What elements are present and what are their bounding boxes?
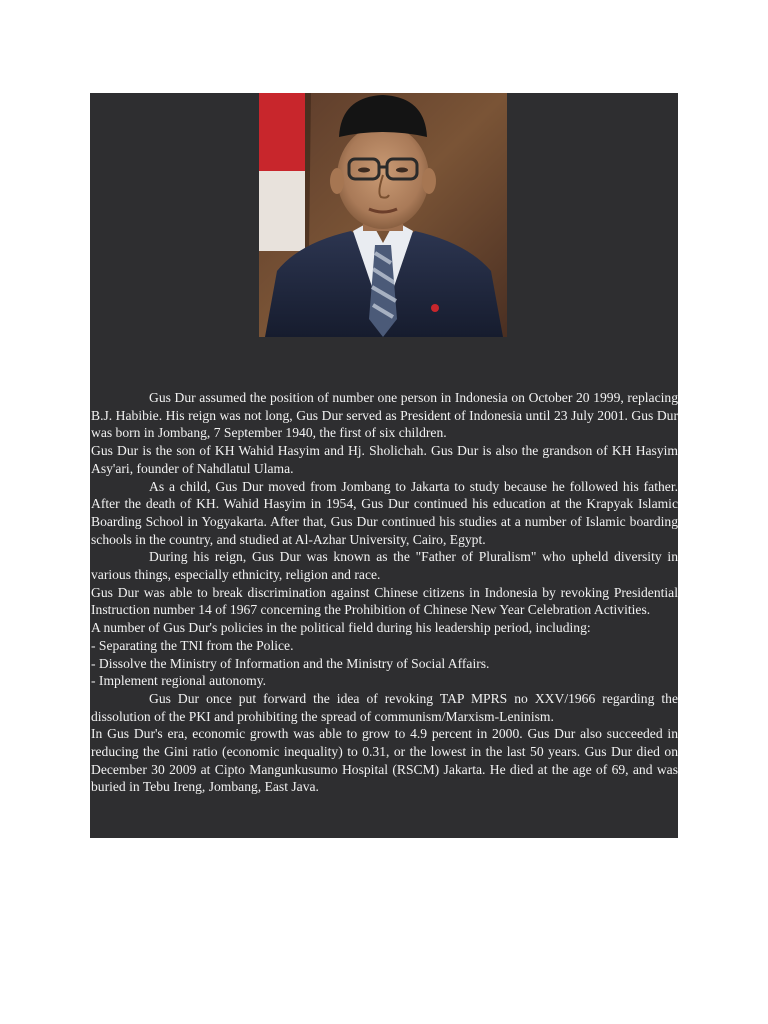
paragraph-3: As a child, Gus Dur moved from Jombang to Jakarta to study because he followed his father. After the death of KH. Wahid Hasyim in 1954, Gus Dur continued his education at the Krapyak Islamic Boarding School in Yogyakarta. After that, Gus Dur continued his studies at a number of Islamic boarding schools in the country, and studied at Al-Azhar University, Cairo, Egypt. [91,478,678,547]
paragraph-2: Gus Dur is the son of KH Wahid Hasyim and Hj. Sholichah. Gus Dur is also the grandson of KH Hasyim Asy'ari, founder of Nahdlatul Ulama. [91,443,678,476]
paragraph-6: A number of Gus Dur's policies in the political field during his leadership period, including: [91,620,591,636]
paragraph-8: In Gus Dur's era, economic growth was able to grow to 4.9 percent in 2000. Gus Dur also succeeded in reducing the Gini ratio (economic inequality) to 0.31, or the lowest in the last 50 years. Gus Dur died on December 30 2009 at Cipto Mangunkusumo Hospital (RSCM) Jakarta. He died at the age of 69, and was buried in Tebu Ireng, Jombang, East Java. [91,726,678,795]
content-panel [90,93,678,838]
paragraph-7: Gus Dur once put forward the idea of revoking TAP MPRS no XXV/1966 regarding the dissolution of the PKI and prohibiting the spread of communism/Marxism-Leninism. [91,690,678,724]
portrait-photo-icon [259,93,507,337]
list-item-1: - Separating the TNI from the Police. [91,637,294,653]
list-item-3: - Implement regional autonomy. [91,673,267,689]
paragraph-4: During his reign, Gus Dur was known as the "Father of Pluralism" who upheld diversity in various things, especially ethnicity, religion and race. [91,549,678,583]
list-item-2: - Dissolve the Ministry of Information and the Ministry of Social Affairs. [91,655,490,671]
portrait-photo [259,93,507,337]
biography-text [91,389,678,796]
paragraph-1: Gus Dur assumed the position of number one person in Indonesia on October 20 1999, replacing B.J. Habibie. His reign was not long, Gus Dur served as President of Indonesia until 23 July 2001. Gus Dur was born in Jombang, 7 September 1940, the first of six children. [91,390,678,441]
paragraph-5: Gus Dur was able to break discrimination against Chinese citizens in Indonesia by revoking Presidential Instruction number 14 of 1967 concerning the Prohibition of Chinese New Year Celebration Activities. [91,584,678,618]
